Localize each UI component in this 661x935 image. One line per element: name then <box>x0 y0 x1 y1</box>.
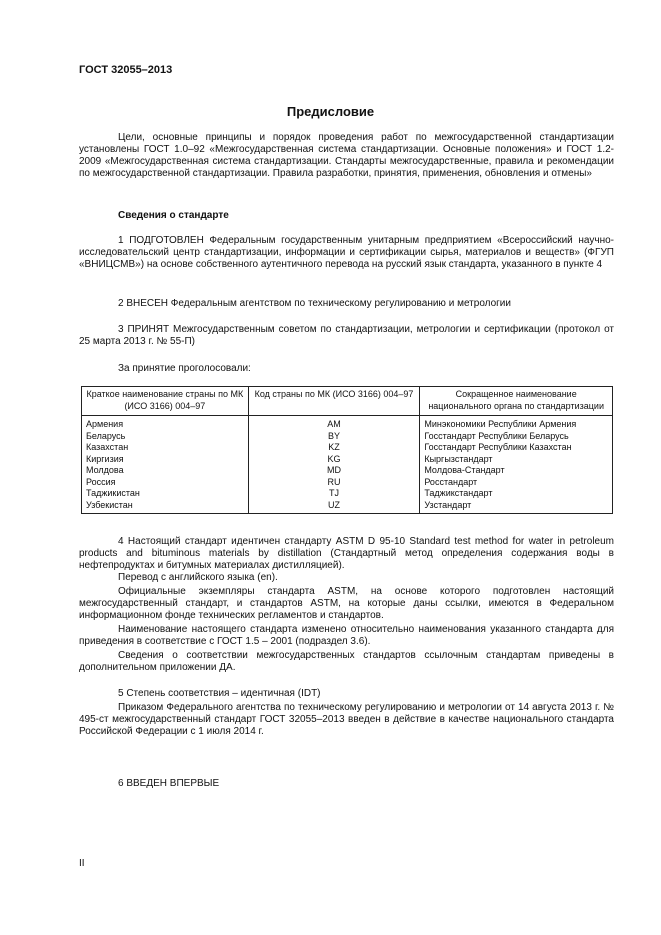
table-header-row <box>82 387 613 416</box>
table-row <box>82 465 613 477</box>
country-cell: Россия <box>82 477 249 489</box>
country-cell: Молдова <box>82 465 249 477</box>
page-title: Предисловие <box>286 104 375 119</box>
table-row <box>82 416 613 431</box>
agency-cell: Молдова-Стандарт <box>420 465 613 477</box>
country-cell: Узбекистан <box>82 500 249 514</box>
table-row <box>82 477 613 489</box>
table-row <box>82 442 613 454</box>
intro-paragraph: Цели, основные принципы и порядок проведения работ по межгосударственной стандартизации установлены ГОСТ 1.0–92 «Межгосударственная система стандартизации. Основные положения» и ГОСТ 1.2-2009 «Межгосударственная система стандартизации. Стандарты межгосударственные, правила и рекомендации по межгосударственной стандартизации. Правила разработки, принятия, применения, обновления и отмены» <box>79 132 614 179</box>
code-cell: RU <box>248 477 420 489</box>
column-header-agency: Сокращенное наименование национального органа по стандартизации <box>420 387 613 416</box>
agency-cell: Госстандарт Республики Беларусь <box>420 431 613 443</box>
code-cell: AM <box>248 416 420 431</box>
item-4-paragraph: 4 Настоящий стандарт идентичен стандарту ASTM D 95-10 Standard test method for water in petroleum products and bituminous materials by distillation (Стандартный метод определения содержания воды в нефтепродуктах и битумных материалах дистилляцией). <box>79 536 614 571</box>
code-cell: TJ <box>248 488 420 500</box>
agency-cell: Госстандарт Республики Казахстан <box>420 442 613 454</box>
item-6-paragraph: 6 ВВЕДЕН ВПЕРВЫЕ <box>118 778 220 789</box>
column-header-code: Код страны по МК (ИСО 3166) 004–97 <box>248 387 420 416</box>
document-code: ГОСТ 32055–2013 <box>79 64 173 76</box>
section-subtitle: Сведения о стандарте <box>118 210 229 221</box>
country-cell: Таджикистан <box>82 488 249 500</box>
code-cell: BY <box>248 431 420 443</box>
code-cell: UZ <box>248 500 420 514</box>
column-header-country: Краткое наименование страны по МК (ИСО 3166) 004–97 <box>82 387 249 416</box>
code-cell: KZ <box>248 442 420 454</box>
country-cell: Армения <box>82 416 249 431</box>
code-cell: KG <box>248 454 420 466</box>
item-2-paragraph: 2 ВНЕСЕН Федеральным агентством по техническому регулированию и метрологии <box>118 298 511 309</box>
name-change-paragraph: Наименование настоящего стандарта изменено относительно наименования указанного стандарта для приведения в соответствие с ГОСТ 1.5 – 2001 (подраздел 3.6). <box>79 624 614 647</box>
agency-cell: Узстандарт <box>420 500 613 514</box>
agency-cell: Таджикстандарт <box>420 488 613 500</box>
country-cell: Беларусь <box>82 431 249 443</box>
table-row <box>82 500 613 514</box>
code-cell: MD <box>248 465 420 477</box>
item-1-paragraph: 1 ПОДГОТОВЛЕН Федеральным государственным унитарным предприятием «Всероссийский научно-исследовательский центр стандартизации, информации и сертификации сырья, материалов и веществ» (ФГУП «ВНИЦСМВ») на основе собственного аутентичного перевода на русский язык стандарта, указанного в пункте 4 <box>79 235 614 270</box>
country-cell: Казахстан <box>82 442 249 454</box>
table-row <box>82 488 613 500</box>
table-row <box>82 431 613 443</box>
page-number: II <box>79 858 85 869</box>
vote-intro: За принятие проголосовали: <box>118 363 251 374</box>
agency-cell: Кыргызстандарт <box>420 454 613 466</box>
item-3-paragraph: 3 ПРИНЯТ Межгосударственным советом по стандартизации, метрологии и сертификации (протокол от 25 марта 2013 г. № 55-П) <box>79 324 614 347</box>
conformity-paragraph: Сведения о соответствии межгосударственных стандартов ссылочным стандартам приведены в дополнительном приложении ДА. <box>79 650 614 673</box>
agency-cell: Минэкономики Республики Армения <box>420 416 613 431</box>
agency-cell: Росстандарт <box>420 477 613 489</box>
translation-note: Перевод с английского языка (en). <box>118 572 278 583</box>
country-cell: Киргизия <box>82 454 249 466</box>
official-copies-paragraph: Официальные экземпляры стандарта ASTM, на основе которого подготовлен настоящий межгосударственный стандарт, и стандартов ASTM, на которые даны ссылки, имеются в Федеральном информационном фонде технических регламентов и стандартов. <box>79 586 614 621</box>
order-paragraph: Приказом Федерального агентства по техническому регулированию и метрологии от 14 августа 2013 г. № 495-ст межгосударственный стандарт ГОСТ 32055–2013 введен в действие в качестве национального стандарта Российской Федерации с 1 июля 2014 г. <box>79 702 614 737</box>
table-row <box>82 454 613 466</box>
item-5-paragraph: 5 Степень соответствия – идентичная (IDT) <box>118 688 321 699</box>
countries-table <box>81 386 613 514</box>
